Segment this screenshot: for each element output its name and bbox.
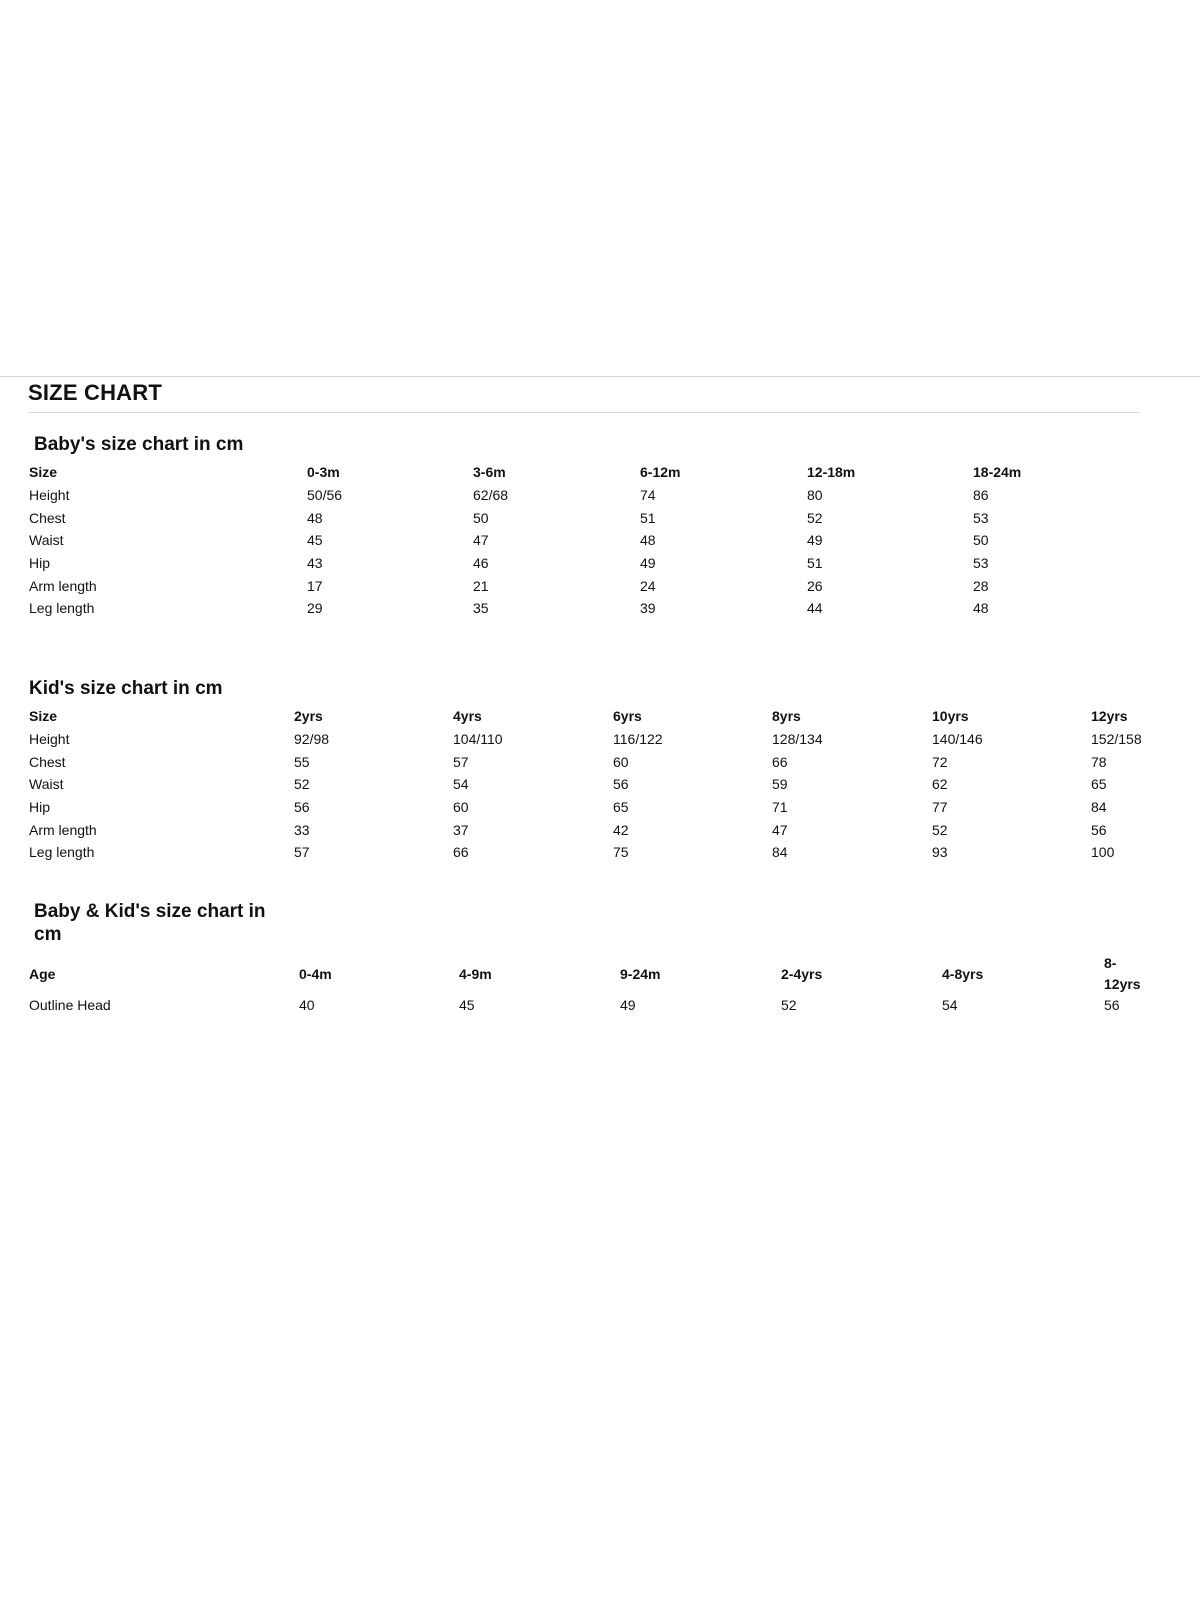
- head-cell: 52: [781, 997, 797, 1013]
- kid-cell: 62: [932, 776, 948, 793]
- kid-row-label: Waist: [29, 776, 64, 793]
- kid-header-cell: 12yrs: [1091, 708, 1128, 725]
- head-cell: 49: [620, 997, 636, 1013]
- kid-cell: 84: [1091, 799, 1107, 816]
- head-header-row: [29, 953, 1184, 995]
- table-row: [29, 796, 1171, 819]
- kid-cell: 57: [294, 844, 310, 861]
- baby-cell: 50/56: [307, 487, 343, 504]
- kid-cell: 152/158: [1091, 731, 1142, 748]
- kid-header-cell: 10yrs: [932, 708, 969, 725]
- baby-cell: 35: [473, 600, 489, 617]
- kid-header-cell: 2yrs: [294, 708, 323, 725]
- baby-header-cell: 18-24m: [973, 464, 1022, 481]
- baby-cell: 45: [307, 532, 323, 549]
- page-title: SIZE CHART: [28, 380, 162, 405]
- head-header-cell: 4-9m: [459, 966, 492, 982]
- baby-cell: 17: [307, 577, 323, 594]
- head-header-cell: 0-4m: [299, 966, 332, 982]
- baby-cell: 50: [473, 509, 489, 526]
- kid-cell: 77: [932, 799, 948, 816]
- kid-cell: 72: [932, 753, 948, 770]
- baby-row-label: Arm length: [29, 577, 97, 594]
- baby-cell: 51: [807, 555, 823, 572]
- kid-row-label: Arm length: [29, 821, 97, 838]
- baby-cell: 52: [807, 509, 823, 526]
- baby-size-table: [29, 461, 1053, 620]
- baby-cell: 80: [807, 487, 823, 504]
- kid-cell: 66: [453, 844, 469, 861]
- kid-header-cell: 4yrs: [453, 708, 482, 725]
- baby-header-cell: 12-18m: [807, 464, 856, 481]
- kid-cell: 128/134: [772, 731, 823, 748]
- head-header-cell-text: 8-12yrs: [1104, 955, 1141, 992]
- baby-row-label: Waist: [29, 532, 64, 549]
- baby-row-label: Chest: [29, 509, 66, 526]
- baby-cell: 24: [640, 577, 656, 594]
- baby-cell: 48: [640, 532, 656, 549]
- kid-row-label: Hip: [29, 799, 51, 816]
- baby-cell: 29: [307, 600, 323, 617]
- baby-cell: 39: [640, 600, 656, 617]
- kid-cell: 60: [613, 753, 629, 770]
- table-row: [29, 529, 1053, 552]
- kid-cell: 57: [453, 753, 469, 770]
- kid-cell: 71: [772, 799, 788, 816]
- top-divider: [0, 376, 1200, 377]
- table-row: [29, 750, 1171, 773]
- kid-cell: 140/146: [932, 731, 983, 748]
- kid-cell: 84: [772, 844, 788, 861]
- baby-cell: 26: [807, 577, 823, 594]
- baby-cell: 43: [307, 555, 323, 572]
- head-header-cell: 4-8yrs: [942, 966, 984, 982]
- baby-row-label: Height: [29, 487, 70, 504]
- kid-cell: 55: [294, 753, 310, 770]
- head-header-cell: 9-24m: [620, 966, 661, 982]
- head-row-label: Outline Head: [29, 997, 111, 1013]
- baby-cell: 48: [307, 509, 323, 526]
- table-row: [29, 597, 1053, 620]
- kid-cell: 42: [613, 821, 629, 838]
- head-cell: 40: [299, 997, 315, 1013]
- baby-cell: 62/68: [473, 487, 509, 504]
- head-cell: 56: [1104, 997, 1120, 1013]
- head-chart-title-line2: cm: [34, 924, 62, 945]
- kid-cell: 78: [1091, 753, 1107, 770]
- baby-cell: 28: [973, 577, 989, 594]
- kid-cell: 37: [453, 821, 469, 838]
- table-row: [29, 574, 1053, 597]
- head-size-table: [29, 953, 1184, 1021]
- baby-header-cell: 0-3m: [307, 464, 340, 481]
- baby-cell: 21: [473, 577, 489, 594]
- baby-row-label: Leg length: [29, 600, 95, 617]
- kid-header-row: [29, 705, 1171, 728]
- head-cell: 54: [942, 997, 958, 1013]
- baby-cell: 86: [973, 487, 989, 504]
- baby-header-cell: 3-6m: [473, 464, 506, 481]
- table-row: [29, 728, 1171, 751]
- head-chart-title: [34, 900, 266, 946]
- kid-row-label: Height: [29, 731, 70, 748]
- head-cell: 45: [459, 997, 475, 1013]
- baby-header-cell: 6-12m: [640, 464, 681, 481]
- baby-cell: 44: [807, 600, 823, 617]
- kid-cell: 92/98: [294, 731, 330, 748]
- kid-cell: 33: [294, 821, 310, 838]
- table-row: [29, 818, 1171, 841]
- kid-cell: 47: [772, 821, 788, 838]
- baby-cell: 51: [640, 509, 656, 526]
- kid-header-cell: 8yrs: [772, 708, 801, 725]
- head-header-cell: Age: [29, 966, 56, 982]
- baby-header-cell: Size: [29, 464, 58, 481]
- kid-header-cell: 6yrs: [613, 708, 642, 725]
- table-row: [29, 773, 1171, 796]
- table-row: [29, 995, 1184, 1021]
- kid-row-label: Leg length: [29, 844, 95, 861]
- table-row: [29, 841, 1171, 864]
- kid-size-table: [29, 705, 1171, 864]
- table-row: [29, 552, 1053, 575]
- baby-cell: 46: [473, 555, 489, 572]
- head-chart-title-line1: Baby & Kid's size chart in: [34, 901, 266, 922]
- baby-cell: 49: [640, 555, 656, 572]
- kid-cell: 65: [1091, 776, 1107, 793]
- kid-cell: 60: [453, 799, 469, 816]
- kid-cell: 56: [613, 776, 629, 793]
- baby-cell: 53: [973, 555, 989, 572]
- baby-header-row: [29, 461, 1053, 484]
- baby-cell: 74: [640, 487, 656, 504]
- kid-cell: 56: [1091, 821, 1107, 838]
- kid-row-label: Chest: [29, 753, 66, 770]
- kid-cell: 54: [453, 776, 469, 793]
- baby-chart-title: Baby's size chart in cm: [34, 434, 244, 455]
- kid-cell: 93: [932, 844, 948, 861]
- kid-cell: 100: [1091, 844, 1115, 861]
- table-row: [29, 506, 1053, 529]
- kid-cell: 52: [294, 776, 310, 793]
- head-header-cell: 2-4yrs: [781, 966, 823, 982]
- kid-cell: 66: [772, 753, 788, 770]
- table-row: [29, 484, 1053, 507]
- title-divider: [28, 412, 1140, 413]
- baby-cell: 47: [473, 532, 489, 549]
- head-header-cell: [1104, 953, 1184, 995]
- kid-cell: 65: [613, 799, 629, 816]
- baby-cell: 50: [973, 532, 989, 549]
- kid-chart-title: Kid's size chart in cm: [29, 678, 223, 699]
- kid-cell: 52: [932, 821, 948, 838]
- kid-cell: 59: [772, 776, 788, 793]
- baby-cell: 48: [973, 600, 989, 617]
- baby-row-label: Hip: [29, 555, 51, 572]
- kid-cell: 75: [613, 844, 629, 861]
- baby-cell: 49: [807, 532, 823, 549]
- kid-cell: 104/110: [453, 731, 503, 748]
- kid-cell: 116/122: [613, 731, 663, 748]
- kid-cell: 56: [294, 799, 310, 816]
- baby-cell: 53: [973, 509, 989, 526]
- kid-header-cell: Size: [29, 708, 58, 725]
